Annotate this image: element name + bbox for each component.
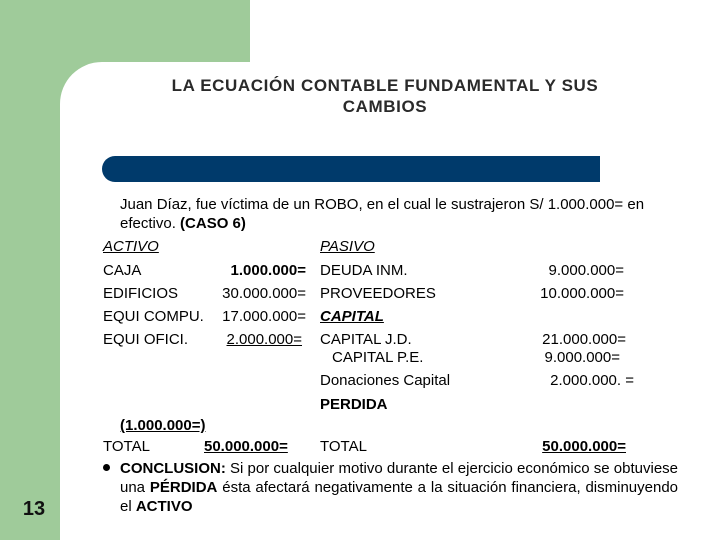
capital-label-perdida: PERDIDA bbox=[320, 396, 388, 413]
intro-line-1: Juan Díaz, fue víctima de un ROBO, en el cual le sustrajeron S/ 1.000.000= en bbox=[120, 196, 645, 213]
title-band bbox=[130, 156, 600, 182]
capital-value-pe: 9.000.000= bbox=[544, 349, 620, 366]
pasivo-label-proveedores: PROVEEDORES bbox=[320, 285, 436, 302]
activo-label-edificios: EDIFICIOS bbox=[103, 285, 179, 302]
total-right-label: TOTAL bbox=[320, 438, 367, 455]
activo-label-equi-compu: EQUI COMPU. bbox=[103, 308, 204, 325]
conclusion-paragraph bbox=[120, 459, 678, 516]
activo-value-caja: 1.000.000= bbox=[230, 262, 306, 279]
case-label: (CASO 6) bbox=[180, 215, 246, 232]
conclusion-label: CONCLUSION: bbox=[120, 460, 226, 477]
perdida-value: (1.000.000=) bbox=[120, 417, 206, 434]
activo-value-edificios: 30.000.000= bbox=[222, 285, 306, 302]
capital-value-donaciones: 2.000.000. = bbox=[550, 372, 634, 389]
pasivo-label-deuda: DEUDA INM. bbox=[320, 262, 408, 279]
intro-efectivo: efectivo. bbox=[120, 215, 176, 232]
bullet-icon bbox=[103, 464, 110, 471]
conclusion-text-1: Si por cualquier motivo durante el ejercicio económico se obtuviese una bbox=[120, 460, 678, 496]
total-left-value: 50.000.000= bbox=[204, 438, 288, 455]
conclusion-perdida: PÉRDIDA bbox=[149, 479, 218, 496]
pasivo-header: PASIVO bbox=[320, 238, 375, 255]
slide-title bbox=[100, 75, 670, 117]
activo-label-caja: CAJA bbox=[103, 262, 142, 279]
conclusion-activo: ACTIVO bbox=[135, 498, 193, 515]
conclusion-text-2: ésta afectará negativamente a la situación financiera, disminuyendo el bbox=[120, 479, 678, 515]
title-line-1: LA ECUACIÓN CONTABLE FUNDAMENTAL Y SUS bbox=[171, 76, 599, 95]
activo-header: ACTIVO bbox=[103, 238, 159, 255]
total-left-label: TOTAL bbox=[103, 438, 150, 455]
pasivo-value-deuda: 9.000.000= bbox=[548, 262, 624, 279]
capital-label-pe: CAPITAL P.E. bbox=[332, 349, 424, 366]
intro-line-2 bbox=[120, 215, 246, 233]
pasivo-value-proveedores: 10.000.000= bbox=[540, 285, 624, 302]
capital-label-jd: CAPITAL J.D. bbox=[320, 331, 412, 348]
slide-number: 13 bbox=[22, 498, 46, 520]
capital-header: CAPITAL bbox=[320, 308, 384, 325]
title-line-2: CAMBIOS bbox=[342, 97, 428, 116]
capital-label-donaciones: Donaciones Capital bbox=[320, 372, 451, 389]
activo-label-equi-ofici: EQUI OFICI. bbox=[103, 331, 189, 348]
capital-value-jd: 21.000.000= bbox=[542, 331, 626, 348]
total-right-value: 50.000.000= bbox=[542, 438, 626, 455]
activo-value-equi-compu: 17.000.000= bbox=[222, 308, 306, 325]
activo-value-equi-ofici: 2.000.000= bbox=[226, 331, 302, 348]
